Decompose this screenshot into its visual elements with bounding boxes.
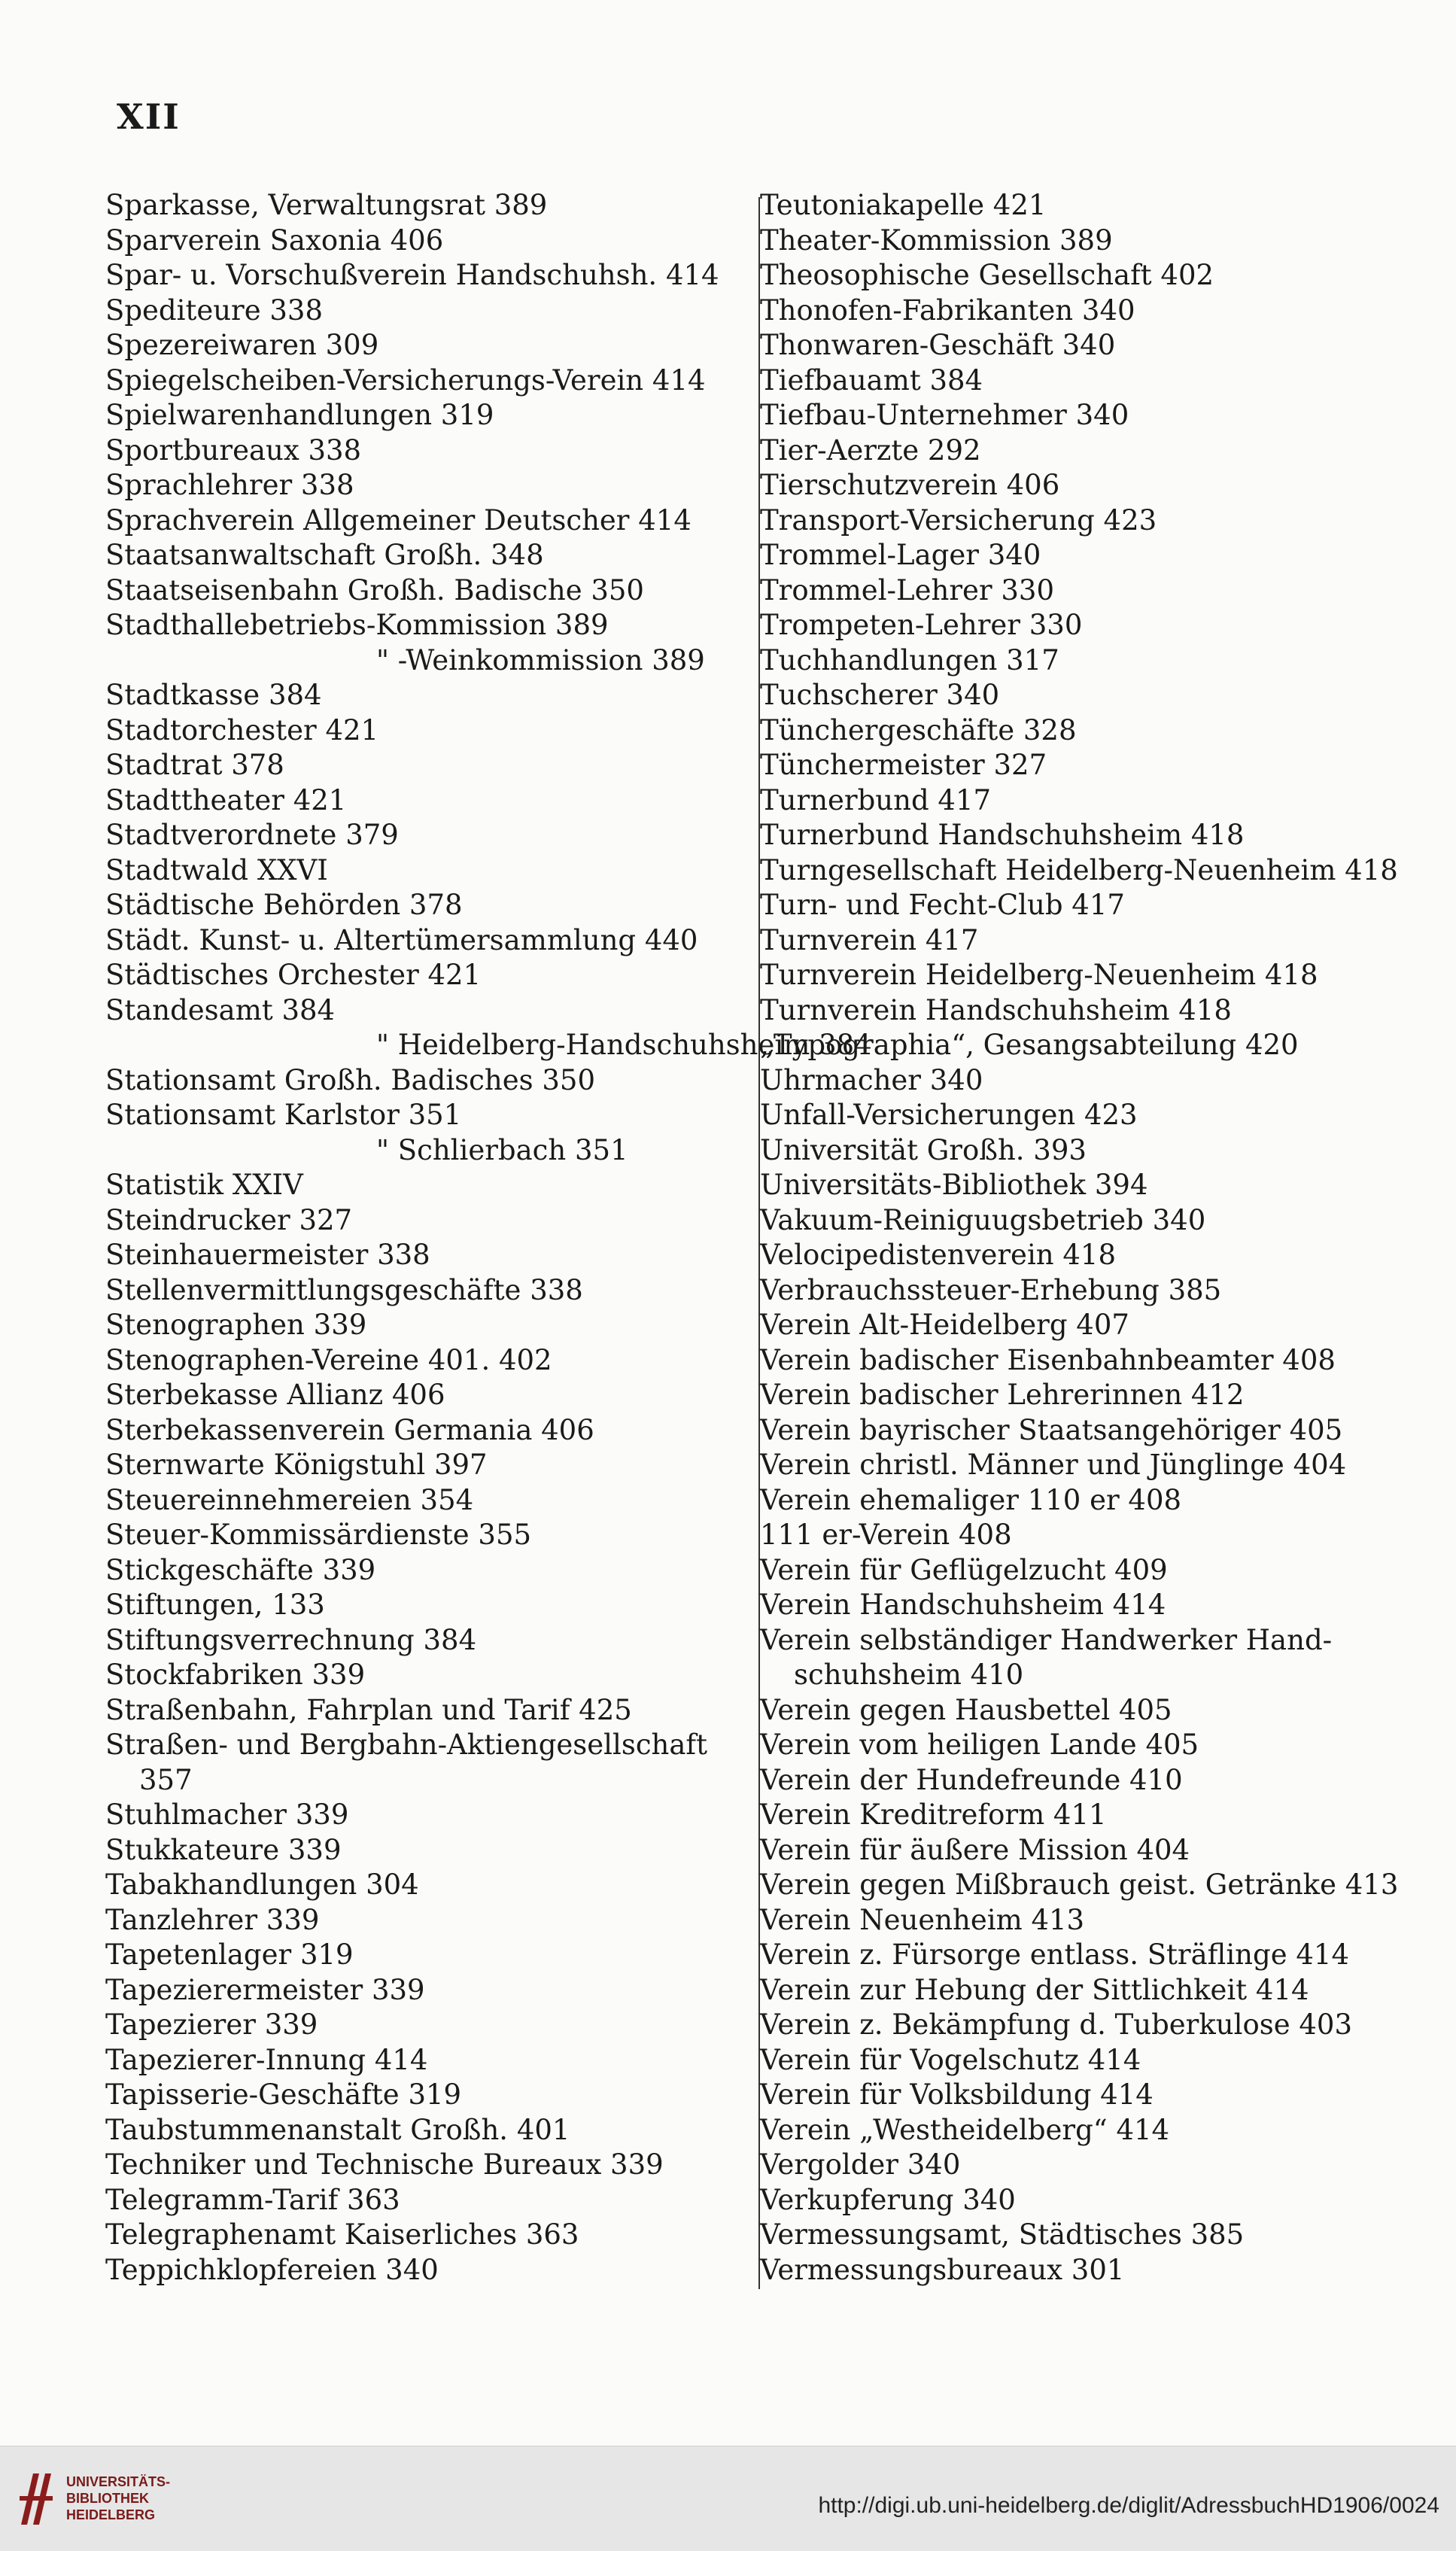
left-index-entry: Tapetenlager 319 xyxy=(105,1938,354,1971)
right-index-entry: Verein gegen Mißbrauch geist. Getränke 413 xyxy=(760,1868,1399,1901)
left-index-entry: Straßenbahn, Fahrplan und Tarif 425 xyxy=(105,1693,632,1726)
right-index-entry: Universität Großh. 393 xyxy=(760,1133,1087,1166)
right-index-entry: Verein zur Hebung der Sittlichkeit 414 xyxy=(760,1973,1309,2006)
library-logo xyxy=(17,2469,170,2528)
left-index-entry: Sparverein Saxonia 406 xyxy=(105,223,444,257)
left-index-entry: Stadtkasse 384 xyxy=(105,679,322,711)
right-index-entry: Vergolder 340 xyxy=(760,2148,961,2181)
right-index-entry: Tier-Aerzte 292 xyxy=(760,433,981,467)
right-index-entry: „Typographia“, Gesangsabteilung 420 xyxy=(760,1029,1299,1061)
right-index-entry: Trompeten-Lehrer 330 xyxy=(760,609,1083,641)
right-index-entry: Tiefbau-Unternehmer 340 xyxy=(760,399,1129,431)
right-index-entry: Universitäts-Bibliothek 394 xyxy=(760,1169,1148,1201)
left-index-entry: Spediteure 338 xyxy=(105,293,324,327)
left-index-entry: Stadtwald XXVI xyxy=(105,853,328,886)
left-index-entry: Städt. Kunst- u. Altertümersammlung 440 xyxy=(105,923,698,956)
left-index-entry: " -Weinkommission 389 xyxy=(376,643,705,677)
right-index-entry: Verein ehemaliger 110 er 408 xyxy=(760,1483,1182,1516)
right-index-entry: 111 er-Verein 408 xyxy=(760,1519,1012,1551)
right-index-entry: Tierschutzverein 406 xyxy=(760,469,1060,501)
left-index-entry: Sprachlehrer 338 xyxy=(105,469,354,501)
right-index-entry: schuhsheim 410 xyxy=(794,1659,1024,1691)
left-index-entry: Stadthallebetriebs-Kommission 389 xyxy=(105,609,609,641)
left-index-entry: Techniker und Technische Bureaux 339 xyxy=(105,2148,664,2181)
right-index-entry: Verein Neuenheim 413 xyxy=(760,1903,1085,1936)
right-index-entry: Teutoniakapelle 421 xyxy=(760,189,1047,221)
left-index-entry: " Heidelberg-Handschuhsheim 384 xyxy=(376,1029,872,1061)
left-index-entry: Spar- u. Vorschußverein Handschuhsh. 414 xyxy=(105,259,719,291)
left-index-entry: Spiegelscheiben-Versicherungs-Verein 414 xyxy=(105,363,706,397)
left-index-entry: Stenographen-Vereine 401. 402 xyxy=(105,1343,552,1376)
right-index-entry: Trommel-Lager 340 xyxy=(760,539,1041,571)
right-index-entry: Verein bayrischer Staatsangehöriger 405 xyxy=(760,1413,1343,1446)
right-index-entry: Verein badischer Eisenbahnbeamter 408 xyxy=(760,1343,1336,1376)
left-index-entry: Sternwarte Königstuhl 397 xyxy=(105,1449,488,1481)
right-index-entry: Tünchermeister 327 xyxy=(760,749,1047,781)
left-index-entry: Tanzlehrer 339 xyxy=(105,1903,320,1936)
right-index-entry: Tuchhandlungen 317 xyxy=(760,643,1059,677)
right-index-entry: Verein selbständiger Handwerker Hand- xyxy=(760,1623,1333,1656)
left-index-entry: Sterbekasse Allianz 406 xyxy=(105,1379,445,1411)
right-index-entry: Turnerbund Handschuhsheim 418 xyxy=(760,819,1245,851)
left-index-entry: 357 xyxy=(139,1763,193,1796)
library-name-line-3: HEIDELBERG xyxy=(66,2507,156,2522)
left-index-entry: Stadtrat 378 xyxy=(105,749,284,781)
left-index-entry: Stuhlmacher 339 xyxy=(105,1798,349,1831)
right-index-entry: Verkupferung 340 xyxy=(760,2183,1016,2216)
left-index-entry: Spezereiwaren 309 xyxy=(105,329,379,361)
right-index-entry: Tünchergeschäfte 328 xyxy=(760,713,1077,746)
right-index-entry: Verein der Hundefreunde 410 xyxy=(760,1763,1183,1796)
right-index-entry: Unfall-Versicherungen 423 xyxy=(760,1099,1138,1131)
right-index-entry: Verein Kreditreform 411 xyxy=(760,1798,1107,1831)
left-index-entry: Stiftungsverrechnung 384 xyxy=(105,1623,477,1656)
left-index-entry: Stenographen 339 xyxy=(105,1309,367,1341)
left-index-entry: Städtisches Orchester 421 xyxy=(105,959,482,991)
left-index-entry: Staatsanwaltschaft Großh. 348 xyxy=(105,539,544,571)
left-index-entry: Tapisserie-Geschäfte 319 xyxy=(105,2078,462,2111)
left-index-entry: Steuer-Kommissärdienste 355 xyxy=(105,1519,532,1551)
left-index-entry: Tabakhandlungen 304 xyxy=(105,1868,419,1901)
page-number: XII xyxy=(117,96,181,137)
right-index-entry: Vakuum-Reiniguugsbetrieb 340 xyxy=(760,1203,1206,1236)
left-index-entry: Statistik XXIV xyxy=(105,1169,303,1201)
left-index-entry: Stellenvermittlungsgeschäfte 338 xyxy=(105,1273,583,1306)
right-index-entry: Verein vom heiligen Lande 405 xyxy=(760,1729,1199,1761)
left-index-entry: Stickgeschäfte 339 xyxy=(105,1553,376,1586)
source-url-text[interactable]: http://digi.ub.uni-heidelberg.de/diglit/AdressbuchHD1906/0024 xyxy=(818,2493,1439,2518)
left-index-entry: Sparkasse, Verwaltungsrat 389 xyxy=(105,189,548,221)
right-index-entry: Verein gegen Hausbettel 405 xyxy=(760,1693,1172,1726)
library-name-line-1: UNIVERSITÄTS- xyxy=(66,2474,171,2489)
right-index-entry: Verein Handschuhsheim 414 xyxy=(760,1589,1166,1621)
right-index-entry: Tuchscherer 340 xyxy=(760,679,1000,711)
right-index-entry: Trommel-Lehrer 330 xyxy=(760,573,1054,607)
right-index-entry: Verein für Volksbildung 414 xyxy=(760,2078,1154,2111)
left-index-entry: Stiftungen, 133 xyxy=(105,1589,325,1621)
right-index-entry: Verein für Geflügelzucht 409 xyxy=(760,1553,1168,1586)
right-index-entry: Tiefbauamt 384 xyxy=(760,363,983,397)
right-index-entry: Verein badischer Lehrerinnen 412 xyxy=(760,1379,1245,1411)
left-index-entry: Stationsamt Karlstor 351 xyxy=(105,1099,462,1131)
left-index-entry: Telegramm-Tarif 363 xyxy=(105,2183,400,2216)
right-index-entry: Thonofen-Fabrikanten 340 xyxy=(760,293,1135,327)
left-index-entry: Tapezierermeister 339 xyxy=(105,1973,425,2006)
left-index-entry: Städtische Behörden 378 xyxy=(105,889,463,921)
left-index-entry: Stockfabriken 339 xyxy=(105,1659,366,1691)
right-index-entry: Theater-Kommission 389 xyxy=(760,223,1113,257)
left-index-entry: Stationsamt Großh. Badisches 350 xyxy=(105,1063,596,1096)
left-index-entry: Standesamt 384 xyxy=(105,993,336,1026)
right-index-entry: Turnverein Handschuhsheim 418 xyxy=(760,993,1232,1026)
right-index-entry: Turngesellschaft Heidelberg-Neuenheim 418 xyxy=(760,853,1398,886)
right-index-entry: Theosophische Gesellschaft 402 xyxy=(760,259,1214,291)
right-index-entry: Velocipedistenverein 418 xyxy=(760,1239,1116,1271)
left-index-entry: Telegraphenamt Kaiserliches 363 xyxy=(105,2218,579,2251)
right-index-entry: Vermessungsbureaux 301 xyxy=(760,2253,1125,2286)
left-index-entry: Straßen- und Bergbahn-Aktiengesellschaft xyxy=(105,1729,707,1761)
left-index-entry: " Schlierbach 351 xyxy=(376,1133,628,1166)
left-index-entry: Taubstummenanstalt Großh. 401 xyxy=(105,2113,570,2146)
left-index-entry: Stukkateure 339 xyxy=(105,1833,342,1866)
library-name xyxy=(66,2473,170,2523)
right-index-entry: Verein christl. Männer und Jünglinge 404 xyxy=(760,1449,1347,1481)
right-index-entry: Thonwaren-Geschäft 340 xyxy=(760,329,1116,361)
right-index-entry: Uhrmacher 340 xyxy=(760,1063,983,1096)
left-index-entry: Stadttheater 421 xyxy=(105,783,347,816)
right-index-entry: Transport-Versicherung 423 xyxy=(760,503,1157,537)
left-index-entry: Tapezierer-Innung 414 xyxy=(105,2043,428,2076)
left-index-entry: Stadtorchester 421 xyxy=(105,713,379,746)
left-index-entry: Sterbekassenverein Germania 406 xyxy=(105,1413,594,1446)
left-index-entry: Steinhauermeister 338 xyxy=(105,1239,430,1271)
left-index-entry: Sportbureaux 338 xyxy=(105,433,362,467)
viewer-footer xyxy=(0,2446,1456,2551)
right-index-entry: Verbrauchssteuer-Erhebung 385 xyxy=(760,1273,1222,1306)
right-index-entry: Verein „Westheidelberg“ 414 xyxy=(760,2113,1170,2146)
right-index-entry: Verein für äußere Mission 404 xyxy=(760,1833,1190,1866)
right-index-entry: Turnerbund 417 xyxy=(760,783,992,816)
right-index-entry: Verein z. Fürsorge entlass. Sträflinge 414 xyxy=(760,1938,1349,1971)
right-index-entry: Turnverein Heidelberg-Neuenheim 418 xyxy=(760,959,1318,991)
right-index-entry: Vermessungsamt, Städtisches 385 xyxy=(760,2218,1245,2251)
right-index-entry: Turnverein 417 xyxy=(760,923,979,956)
left-index-entry: Spielwarenhandlungen 319 xyxy=(105,399,494,431)
left-index-entry: Steindrucker 327 xyxy=(105,1203,353,1236)
library-seal-icon xyxy=(17,2469,56,2528)
right-index-entry: Verein Alt-Heidelberg 407 xyxy=(760,1309,1129,1341)
left-index-entry: Staatseisenbahn Großh. Badische 350 xyxy=(105,573,644,607)
left-index-entry: Stadtverordnete 379 xyxy=(105,819,399,851)
right-index-entry: Turn- und Fecht-Club 417 xyxy=(760,889,1125,921)
right-index-entry: Verein z. Bekämpfung d. Tuberkulose 403 xyxy=(760,2008,1352,2041)
right-index-entry: Verein für Vogelschutz 414 xyxy=(760,2043,1141,2076)
right-index-column xyxy=(760,188,1422,2288)
library-name-line-2: BIBLIOTHEK xyxy=(66,2491,149,2506)
left-index-entry: Tapezierer 339 xyxy=(105,2008,318,2041)
left-index-entry: Teppichklopfereien 340 xyxy=(105,2253,439,2286)
left-index-entry: Sprachverein Allgemeiner Deutscher 414 xyxy=(105,503,692,537)
source-url-link[interactable] xyxy=(818,2493,1439,2519)
left-index-entry: Steuereinnehmereien 354 xyxy=(105,1483,474,1516)
